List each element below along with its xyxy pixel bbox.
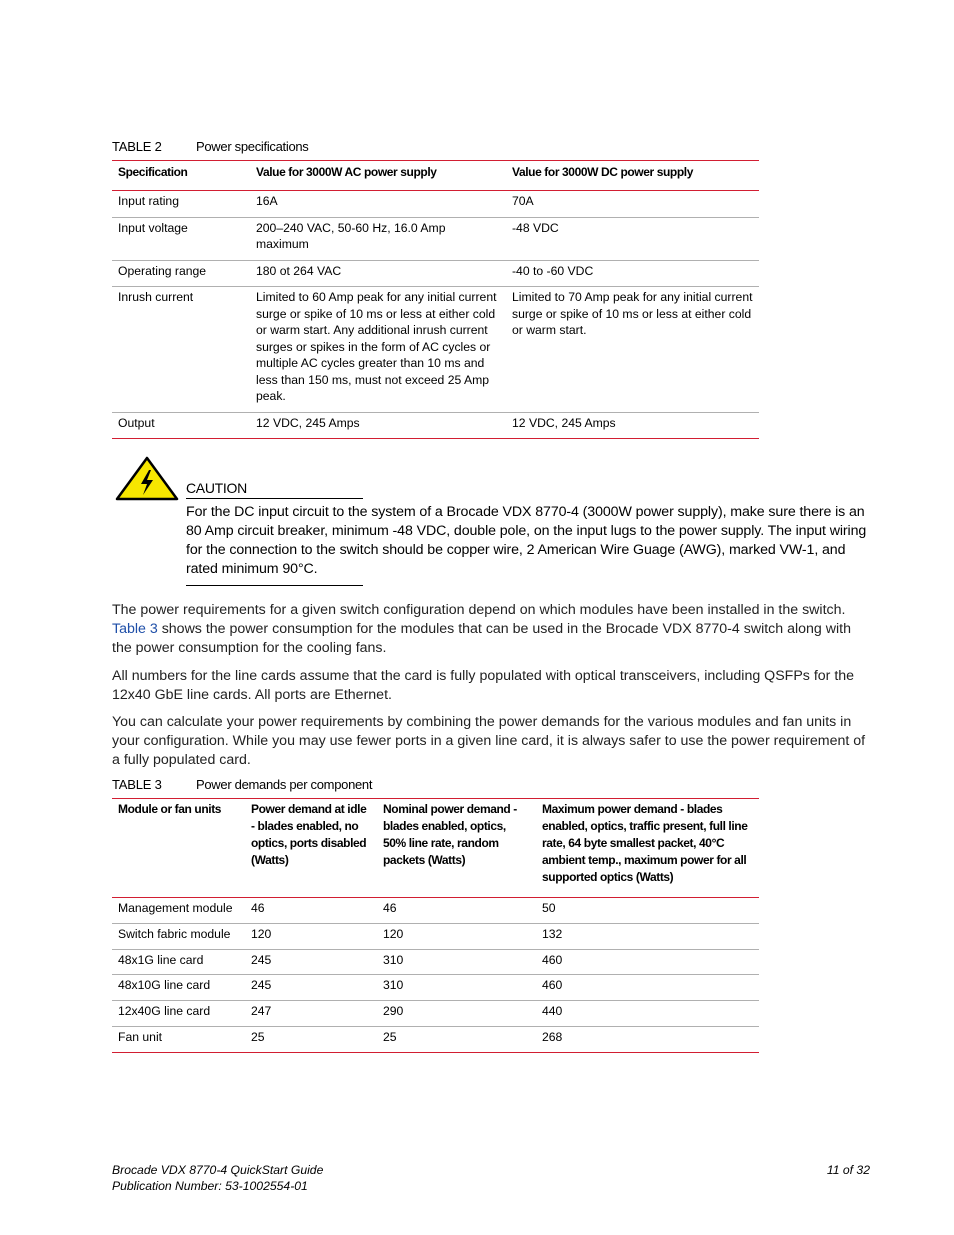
table-cell: 70A [512,194,534,208]
caution-top-rule [186,498,363,499]
table-cell: Limited to 60 Amp peak for any initial current surge or spike of 10 ms or less at either cold or warm start. Any additional inrush current surges or spikes in the form of AC cycles or multiple AC cycles greater than 10 ms and less than 150 ms, must not exceed 25 Amp peak. [256,290,497,403]
table-cell: 48x10G line card [118,978,211,993]
column-header: Specification [118,165,188,179]
paragraph-power-requirements [112,601,872,658]
table-cell: 290 [383,1004,404,1019]
table-cell: Input rating [118,194,179,208]
column-header: Power demand at idle - blades enabled, no optics, ports disabled (Watts) [251,802,367,867]
table-cell: Input voltage [118,220,188,235]
table-cell: 200–240 VAC, 50-60 Hz, 16.0 Amp maximum [256,220,446,251]
footer-left [112,1162,323,1194]
table-cell: Limited to 70 Amp peak for any initial current surge or spike of 10 ms or less at either cold or warm start. [512,290,753,337]
table-row [112,949,759,975]
table-row [112,260,759,287]
table-row [112,217,759,260]
table-row [112,975,759,1001]
table-cell: 120 [383,926,404,941]
column-header: Maximum power demand - blades enabled, optics, traffic present, full line rate, 64 byte smallest packet, 40°C ambient temp., maximum power for all supported optics (Watts) [542,802,748,884]
table-cell: 245 [251,952,272,967]
table-cell: 460 [542,952,563,967]
table-row [112,923,759,949]
table-row [112,1026,759,1052]
column-header: Module or fan units [118,802,222,816]
paragraph-text: The power requirements for a given switch configuration depend on which modules have been installed in the switch. [112,602,846,618]
paragraph-text: shows the power consumption for the modules that can be used in the Brocade VDX 8770-4 switch along with the power consumption for the cooling fans. [112,621,851,656]
table-cell: Operating range [118,263,207,278]
table-header-row [112,799,759,898]
power-specifications-table [112,160,759,439]
table2-title: Power specifications [196,139,309,154]
table-cell: 46 [251,901,265,915]
table-cell: 120 [251,926,272,941]
table3-label: TABLE 3 [112,777,162,792]
table-cell: Fan unit [118,1029,163,1044]
table-header-row [112,161,759,191]
table3-caption [112,777,372,792]
table-cell: 50 [542,901,556,915]
table-cell: 16A [256,194,278,208]
table-cell: 48x1G line card [118,952,204,967]
table-cell: 46 [383,901,397,915]
table-cell: 268 [542,1029,563,1044]
table-cell: 180 ot 264 VAC [256,263,342,278]
table-cell: 12 VDC, 245 Amps [512,415,616,430]
table-row [112,412,759,439]
table-3-link[interactable]: Table 3 [112,621,158,637]
footer-guide-title: Brocade VDX 8770-4 QuickStart Guide [112,1163,324,1177]
table-cell: 245 [251,978,272,993]
table-row [112,1001,759,1027]
power-demands-table [112,798,759,1053]
table-cell: Switch fabric module [118,926,231,941]
caution-bottom-rule [186,585,363,586]
table-cell: -48 VDC [512,220,559,235]
table-cell: 132 [542,926,563,941]
footer-page-number: 11 of 32 [826,1163,870,1177]
table-cell: Inrush current [118,290,194,304]
table-cell: Management module [118,901,233,915]
caution-text: For the DC input circuit to the system of a Brocade VDX 8770-4 (3000W power supply), make sure there is an 80 Amp circuit breaker, minimum -48 VDC, double pole, on the input lugs to the power supply. The input wiring for the connection to the switch should be copper wire, 2 American Wire Guage (AWG), marked VW-1, and rated minimum 90°C. [186,504,867,577]
paragraph-calculate: You can calculate your power requirements by combining the power demands for the various modules and fan units in your configuration. While you may use fewer ports in a given line card, it is always safer to use the power requirement of a fully populated card. [112,714,866,768]
caution-heading: CAUTION [186,480,247,496]
column-header: Value for 3000W AC power supply [256,165,437,179]
paragraph-line-cards: All numbers for the line cards assume that the card is fully populated with optical transceivers, including QSFPs for the 12x40 GbE line cards. All ports are Ethernet. [112,668,855,703]
table-cell: 247 [251,1004,272,1019]
table2-label: TABLE 2 [112,139,162,154]
column-header: Nominal power demand - blades enabled, optics, 50% line rate, random packets (Watts) [383,802,517,867]
table-row [112,898,759,924]
table-cell: 310 [383,952,404,967]
table-cell: Output [118,415,155,430]
table-cell: 25 [383,1029,397,1044]
table3-title: Power demands per component [196,777,373,792]
table-cell: 12 VDC, 245 Amps [256,415,360,430]
table-cell: 440 [542,1004,563,1019]
column-header: Value for 3000W DC power supply [512,165,693,179]
table-cell: 310 [383,978,404,993]
footer-publication-number: Publication Number: 53-1002554-01 [112,1179,308,1193]
table-cell: 460 [542,978,563,993]
table2-caption [112,139,309,154]
table-row [112,287,759,413]
table-cell: -40 to -60 VDC [512,263,594,278]
electrical-hazard-warning-icon [115,456,179,501]
table-row [112,191,759,218]
table-cell: 25 [251,1029,265,1044]
table-cell: 12x40G line card [118,1004,211,1019]
